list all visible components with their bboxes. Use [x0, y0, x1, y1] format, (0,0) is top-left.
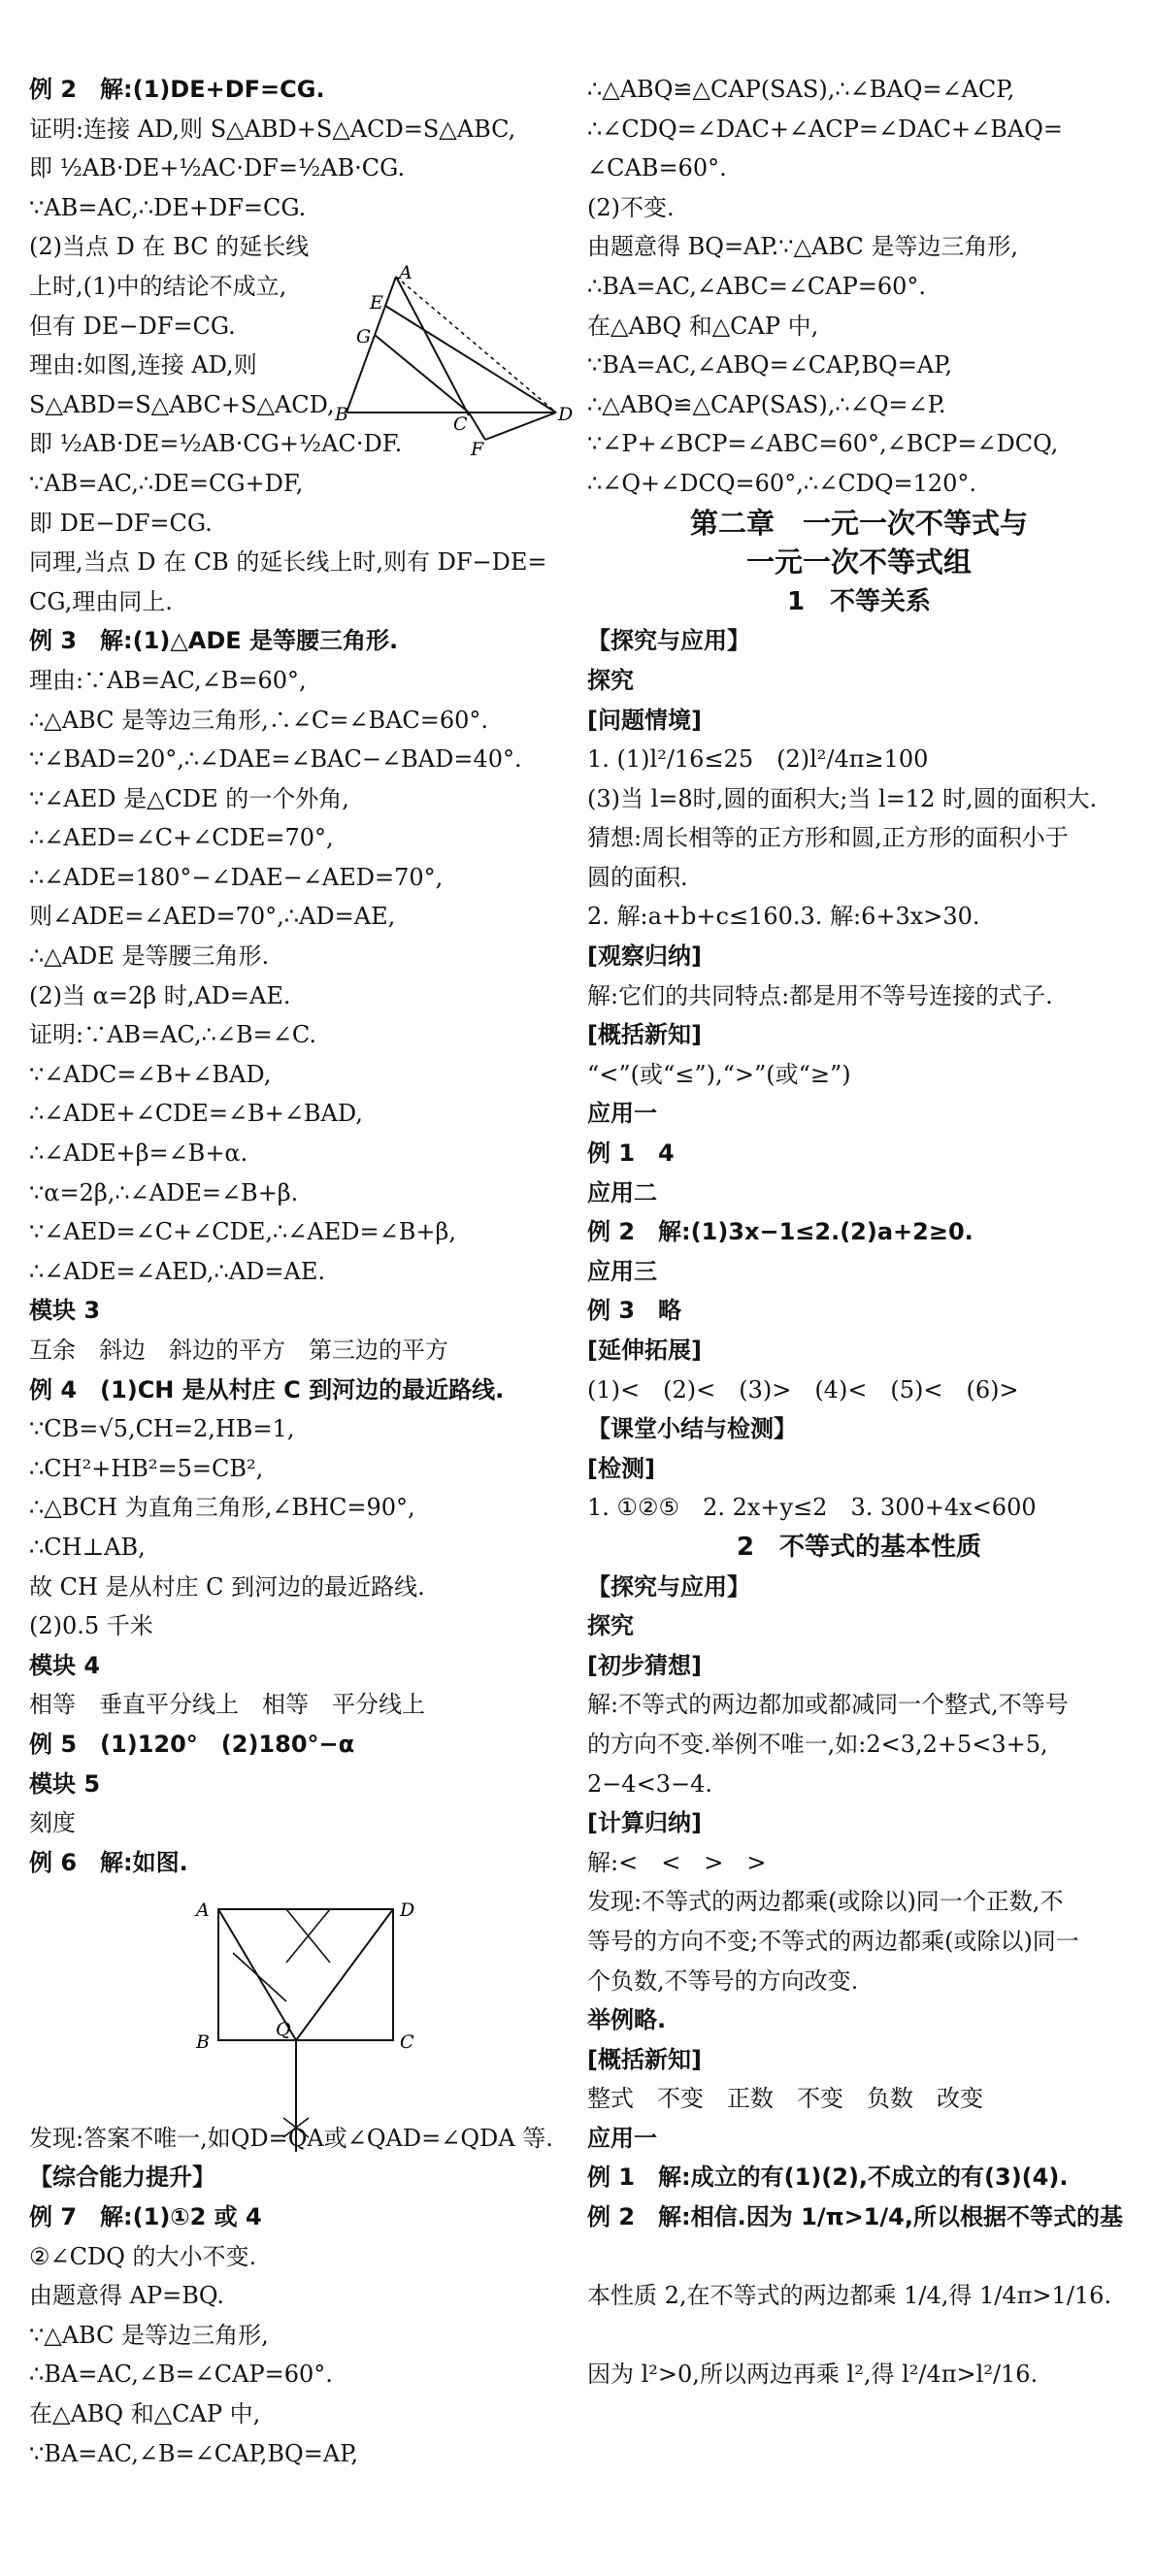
text-line: (2)不变. [587, 193, 675, 221]
text-line: ∴∠ADE=180°−∠DAE−∠AED=70°, [29, 863, 444, 891]
text-line: ∴BA=AC,∠ABC=∠CAP=60°. [587, 272, 927, 300]
text-line: 模块 3 [29, 1297, 101, 1325]
label-c: C [453, 413, 468, 435]
text-line: ∴∠ADE+β=∠B+α. [29, 1139, 248, 1168]
right-column [587, 70, 1131, 2394]
label-e: E [370, 292, 383, 314]
text-line: ∴CH²+HB²=5=CB², [29, 1454, 264, 1482]
text-line: 例 2 解:(1)3x−1≤2.(2)a+2≥0. [587, 1218, 974, 1246]
text-line: 举例略. [587, 2006, 667, 2034]
text-line: 例 1 解:成立的有(1)(2),不成立的有(3)(4). [587, 2163, 1069, 2192]
text-line: ∵△ABC 是等边三角形, [29, 2321, 269, 2349]
text-line: 例 2 解:相信.因为 1/π>1/4,所以根据不等式的基 [587, 2203, 1123, 2231]
text-line: 例 5 (1)120° (2)180°−α [29, 1730, 355, 1758]
text-line: 由题意得 AP=BQ. [29, 2282, 224, 2310]
text-line: 1. ①②⑤ 2. 2x+y≤2 3. 300+4x<600 [587, 1494, 1037, 1522]
text-line: ∠CAB=60°. [587, 154, 727, 182]
text-line: 例 4 (1)CH 是从村庄 C 到河边的最近路线. [29, 1375, 505, 1404]
text-line: 刻度 [29, 1809, 76, 1837]
text-line: 则∠ADE=∠AED=70°,∴AD=AE, [29, 903, 396, 931]
label-a2: A [196, 1899, 210, 1921]
text-line: 圆的面积. [587, 863, 688, 891]
label-g: G [356, 326, 372, 347]
text-line: 例 6 解:如图. [29, 1848, 188, 1876]
text-line: (2)当点 D 在 BC 的延长线 [29, 233, 310, 261]
text-line: 理由:∵AB=AC,∠B=60°, [29, 666, 307, 694]
text-line: 1 不等关系 [786, 586, 932, 616]
text-line: ∴△ABQ≌△CAP(SAS),∴∠BAQ=∠ACP, [587, 76, 1015, 103]
triangle-figure [335, 265, 573, 459]
text-line: 解:它们的共同特点:都是用不等号连接的式子. [587, 981, 1053, 1009]
text-line: ∴∠Q+∠DCQ=60°,∴∠CDQ=120°. [587, 469, 977, 497]
text-line: ∴∠AED=∠C+∠CDE=70°, [29, 824, 334, 852]
text-line: 一元一次不等式组 [745, 545, 972, 579]
text-line [587, 2316, 1131, 2356]
text-line: ∵∠ADC=∠B+∠BAD, [29, 1060, 272, 1088]
text-line: (2)0.5 千米 [29, 1612, 153, 1640]
text-line: [延伸拓展] [587, 1337, 702, 1364]
label-d2: D [400, 1899, 415, 1921]
text-line: ∴△ABC 是等边三角形,∴∠C=∠BAC=60°. [29, 706, 489, 734]
text-line: 因为 l²>0,所以两边再乘 l²,得 l²/4π>l²/16. [587, 2361, 1039, 2389]
text-line: 2. 解:a+b+c≤160.3. 解:6+3x>30. [587, 903, 980, 931]
text-line: 【探究与应用】 [587, 1572, 750, 1601]
text-line: 互余 斜边 斜边的平方 第三边的平方 [29, 1337, 448, 1364]
text-line: 证明:∵AB=AC,∴∠B=∠C. [29, 1021, 317, 1049]
text-line: 相等 垂直平分线上 相等 平分线上 [29, 1691, 425, 1719]
text-line: 例 7 解:(1)①2 或 4 [29, 2203, 262, 2231]
text-line: ∵BA=AC,∠ABQ=∠CAP,BQ=AP, [587, 351, 953, 380]
text-line: 应用三 [587, 1257, 657, 1285]
label-a: A [399, 265, 412, 283]
text-line: 解:< < > > [587, 1848, 767, 1876]
text-line: 个负数,不等号的方向改变. [587, 1966, 859, 1995]
label-q: Q [276, 2019, 291, 2040]
text-line: 探究 [587, 666, 634, 694]
text-line: 模块 5 [29, 1769, 101, 1798]
text-line: ∵α=2β,∴∠ADE=∠B+β. [29, 1178, 299, 1206]
label-b2: B [196, 2031, 210, 2053]
text-line: ∴CH⊥AB, [29, 1533, 146, 1561]
text-line: 2 不等式的基本性质 [736, 1532, 982, 1562]
text-line: ∵∠BAD=20°,∴∠DAE=∠BAC−∠BAD=40°. [29, 745, 522, 774]
text-line: ∴△ADE 是等腰三角形. [29, 942, 270, 971]
text-line: “<”(或“≤”),“>”(或“≥”) [587, 1060, 851, 1088]
text-line: [检测] [587, 1454, 655, 1482]
text-line: 同理,当点 D 在 CB 的延长线上时,则有 DF−DE= [29, 548, 547, 577]
text-line: 应用一 [587, 1100, 657, 1128]
text-line: 应用二 [587, 1178, 657, 1206]
text-line: ∴BA=AC,∠B=∠CAP=60°. [29, 2361, 333, 2389]
text-line: ∴∠CDQ=∠DAC+∠ACP=∠DAC+∠BAQ= [587, 115, 1064, 143]
text-line: ∴∠ADE=∠AED,∴AD=AE. [29, 1257, 325, 1285]
text-line: 例 1 4 [587, 1139, 675, 1168]
rectangle-figure [194, 1895, 417, 2157]
text-line: 证明:连接 AD,则 S△ABD+S△ACD=S△ABC, [29, 115, 516, 143]
text-line: 整式 不变 正数 不变 负数 改变 [587, 2085, 983, 2113]
text-line: 例 2 解:(1)DE+DF=CG. [29, 76, 325, 103]
text-line: (2)当 α=2β 时,AD=AE. [29, 981, 291, 1009]
text-line: 等号的方向不变;不等式的两边都乘(或除以)同一 [587, 1927, 1079, 1955]
text-line: 在△ABQ 和△CAP 中, [587, 312, 819, 340]
text-line: ∴△ABQ≌△CAP(SAS),∴∠Q=∠P. [587, 390, 946, 418]
text-line: 在△ABQ 和△CAP 中, [29, 2400, 261, 2428]
text-line: [观察归纳] [587, 942, 702, 971]
text-line: 上时,(1)中的结论不成立, [29, 272, 287, 300]
text-line: 但有 DE−DF=CG. [29, 312, 236, 340]
text-line: 2−4<3−4. [587, 1769, 713, 1798]
text-line: 探究 [587, 1612, 634, 1640]
text-line: CG,理由同上. [29, 587, 173, 615]
text-line: 1. (1)l²/16≤25 (2)l²/4π≥100 [587, 745, 929, 774]
text-line: ∵∠AED=∠C+∠CDE,∴∠AED=∠B+β, [29, 1218, 456, 1246]
text-line [587, 2237, 1131, 2277]
text-line: ∵AB=AC,∴DE=CG+DF, [29, 469, 304, 497]
text-line: ∵AB=AC,∴DE+DF=CG. [29, 193, 307, 221]
text-line: 第二章 一元一次不等式与 [689, 506, 1028, 540]
label-f: F [471, 439, 484, 459]
text-line: 即 DE−DF=CG. [29, 509, 213, 537]
text-line: 例 3 解:(1)△ADE 是等腰三角形. [29, 627, 399, 655]
text-line: ②∠CDQ 的大小不变. [29, 2242, 257, 2270]
text-line: 例 3 略 [587, 1297, 682, 1325]
text-line: 即 ½AB·DE+½AC·DF=½AB·CG. [29, 154, 406, 182]
text-line: 的方向不变.举例不唯一,如:2<3,2+5<3+5, [587, 1730, 1048, 1758]
text-line: ∴∠ADE+∠CDE=∠B+∠BAD, [29, 1100, 363, 1128]
text-line: 即 ½AB·DE=½AB·CG+½AC·DF. [29, 430, 403, 458]
text-line: 发现:答案不唯一,如QD=QA或∠QAD=∠QDA 等. [29, 2124, 553, 2152]
text-line: [问题情境] [587, 706, 702, 734]
text-line: 模块 4 [29, 1651, 101, 1679]
text-line: S△ABD=S△ABC+S△ACD, [29, 390, 335, 418]
text-line: [初步猜想] [587, 1651, 702, 1679]
text-line: ∴△BCH 为直角三角形,∠BHC=90°, [29, 1494, 415, 1522]
text-line: 由题意得 BQ=AP.∵△ABC 是等边三角形, [587, 233, 1019, 261]
text-line: 故 CH 是从村庄 C 到河边的最近路线. [29, 1572, 425, 1601]
text-line: (3)当 l=8时,圆的面积大;当 l=12 时,圆的面积大. [587, 784, 1098, 812]
text-line: 【课堂小结与检测】 [587, 1415, 797, 1443]
text-line: 本性质 2,在不等式的两边都乘 1/4,得 1/4π>1/16. [587, 2282, 1112, 2310]
label-c2: C [400, 2031, 414, 2053]
text-line: ∵CB=√5,CH=2,HB=1, [29, 1415, 295, 1443]
text-line: 应用一 [587, 2124, 657, 2152]
text-line: [概括新知] [587, 1021, 702, 1049]
text-line: 解:不等式的两边都加或都减同一个整式,不等号 [587, 1691, 1069, 1719]
text-line: ∵∠AED 是△CDE 的一个外角, [29, 784, 349, 812]
label-b: B [335, 404, 348, 425]
text-line: 理由:如图,连接 AD,则 [29, 351, 257, 380]
text-line: 【探究与应用】 [587, 627, 750, 655]
text-line: [概括新知] [587, 2045, 702, 2073]
label-d: D [558, 404, 573, 425]
text-line: ∵∠P+∠BCP=∠ABC=60°,∠BCP=∠DCQ, [587, 430, 1059, 458]
text-line: 发现:不等式的两边都乘(或除以)同一个正数,不 [587, 1888, 1064, 1916]
text-line: 猜想:周长相等的正方形和圆,正方形的面积小于 [587, 824, 1069, 852]
text-line: ∵BA=AC,∠B=∠CAP,BQ=AP, [29, 2439, 359, 2467]
text-line: (1)< (2)< (3)> (4)< (5)< (6)> [587, 1375, 1019, 1404]
text-line: 【综合能力提升】 [29, 2163, 215, 2192]
text-line: [计算归纳] [587, 1809, 702, 1837]
